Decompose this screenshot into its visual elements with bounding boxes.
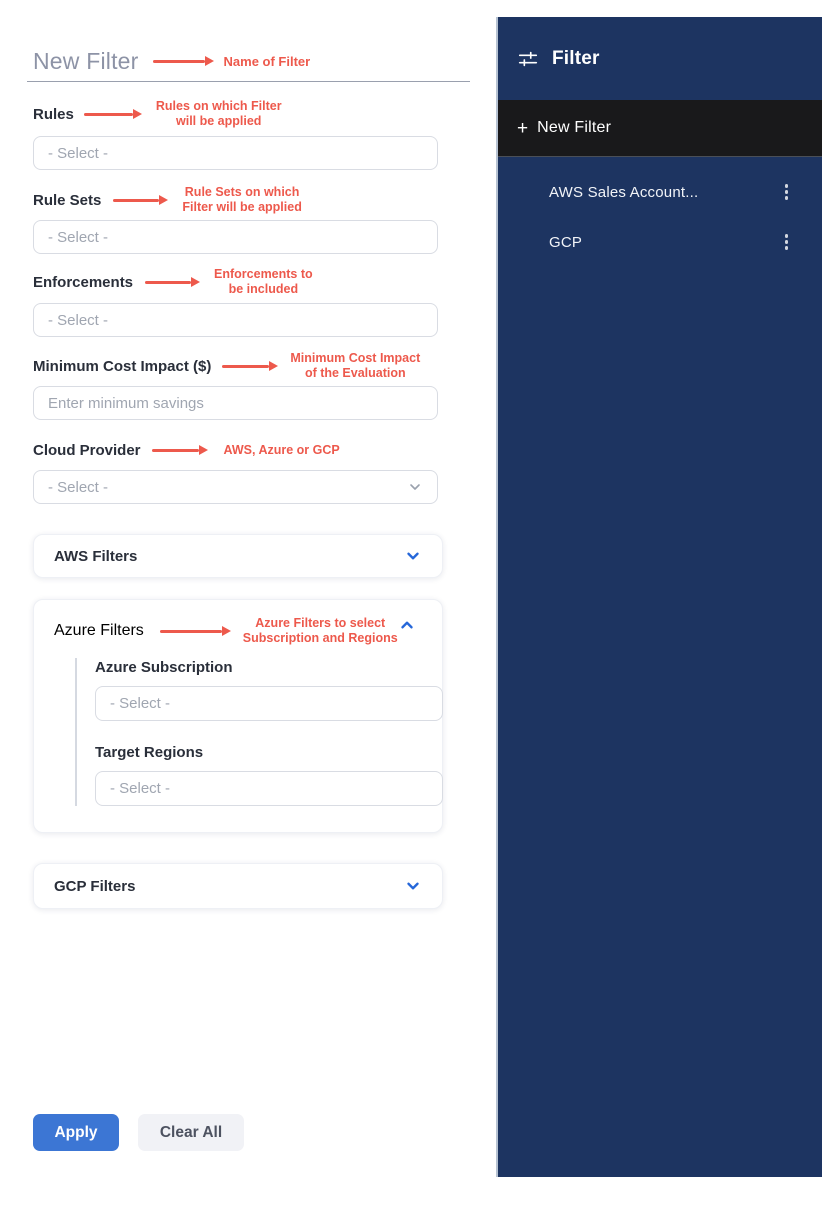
chevron-down-icon[interactable] [404, 877, 422, 895]
enforcements-select[interactable]: - Select - [33, 303, 438, 337]
cloud-provider-label: Cloud Provider [33, 441, 141, 459]
min-cost-label: Minimum Cost Impact ($) [33, 357, 212, 375]
annotation-arrow [113, 195, 168, 205]
target-regions-label: Target Regions [95, 744, 204, 761]
filter-sidebar [496, 17, 822, 1177]
rules-select[interactable]: - Select - [33, 136, 438, 170]
annotation-rule-sets: Rule Sets on which Filter will be applied [182, 185, 302, 214]
azure-filters-header[interactable] [54, 616, 422, 646]
aws-filters-panel[interactable] [33, 534, 443, 578]
rules-label-row [33, 99, 438, 129]
annotation-azure-filters: Azure Filters to select Subscription and Regions [242, 616, 398, 645]
new-filter-button-label: New Filter [537, 119, 612, 136]
list-item-gcp[interactable] [498, 217, 822, 267]
apply-button[interactable]: Apply [33, 1114, 119, 1151]
rule-sets-select[interactable]: - Select - [33, 220, 438, 254]
new-filter-form [33, 0, 438, 1151]
kebab-menu-icon[interactable] [781, 230, 793, 254]
annotation-name-of-filter: Name of Filter [223, 53, 311, 69]
cloud-provider-label-row [33, 435, 438, 465]
annotation-arrow [153, 56, 214, 66]
chevron-down-icon[interactable] [404, 547, 422, 565]
chevron-up-icon[interactable] [398, 616, 416, 634]
rule-sets-label-row [33, 185, 438, 215]
page-title: New Filter [33, 47, 139, 74]
chevron-down-icon [407, 479, 423, 495]
annotation-arrow [160, 626, 231, 636]
annotation-enforcements: Enforcements to be included [214, 267, 313, 296]
form-title-row [33, 46, 438, 76]
list-item-aws-sales-account[interactable] [498, 167, 822, 217]
title-divider [27, 81, 470, 82]
kebab-menu-icon[interactable] [781, 180, 793, 204]
list-item-label: AWS Sales Account... [549, 183, 699, 201]
sliders-icon [517, 48, 539, 70]
annotation-min-cost: Minimum Cost Impact of the Evaluation [290, 351, 421, 380]
gcp-filters-label: GCP Filters [54, 877, 136, 895]
annotation-arrow [222, 361, 278, 371]
rule-sets-label: Rule Sets [33, 191, 102, 209]
new-filter-button[interactable] [498, 100, 822, 157]
list-item-label: GCP [549, 233, 583, 251]
azure-subscription-label: Azure Subscription [95, 659, 233, 676]
enforcements-label-row [33, 267, 438, 297]
azure-filters-panel [33, 599, 443, 833]
target-regions-select[interactable]: - Select - [95, 771, 443, 806]
min-cost-input[interactable] [33, 386, 438, 420]
azure-filters-body [75, 658, 422, 806]
saved-filters-list [498, 157, 822, 267]
clear-all-button[interactable]: Clear All [138, 1114, 244, 1151]
annotation-cloud-provider: AWS, Azure or GCP [223, 442, 340, 457]
aws-filters-label: AWS Filters [54, 547, 138, 565]
sidebar-title: Filter [552, 47, 600, 69]
azure-filters-label: Azure Filters [54, 622, 144, 639]
sidebar-header [498, 17, 822, 100]
annotation-rules: Rules on which Filter will be applied [155, 99, 282, 128]
enforcements-label: Enforcements [33, 273, 134, 291]
min-cost-label-row [33, 351, 438, 381]
gcp-filters-panel[interactable] [33, 863, 443, 909]
form-actions [33, 1114, 438, 1151]
annotation-arrow [145, 277, 200, 287]
plus-icon: + [517, 117, 529, 139]
annotation-arrow [84, 109, 142, 119]
rules-label: Rules [33, 105, 74, 123]
cloud-provider-select[interactable]: - Select - [33, 470, 438, 504]
azure-subscription-select[interactable]: - Select - [95, 686, 443, 721]
annotation-arrow [152, 445, 208, 455]
